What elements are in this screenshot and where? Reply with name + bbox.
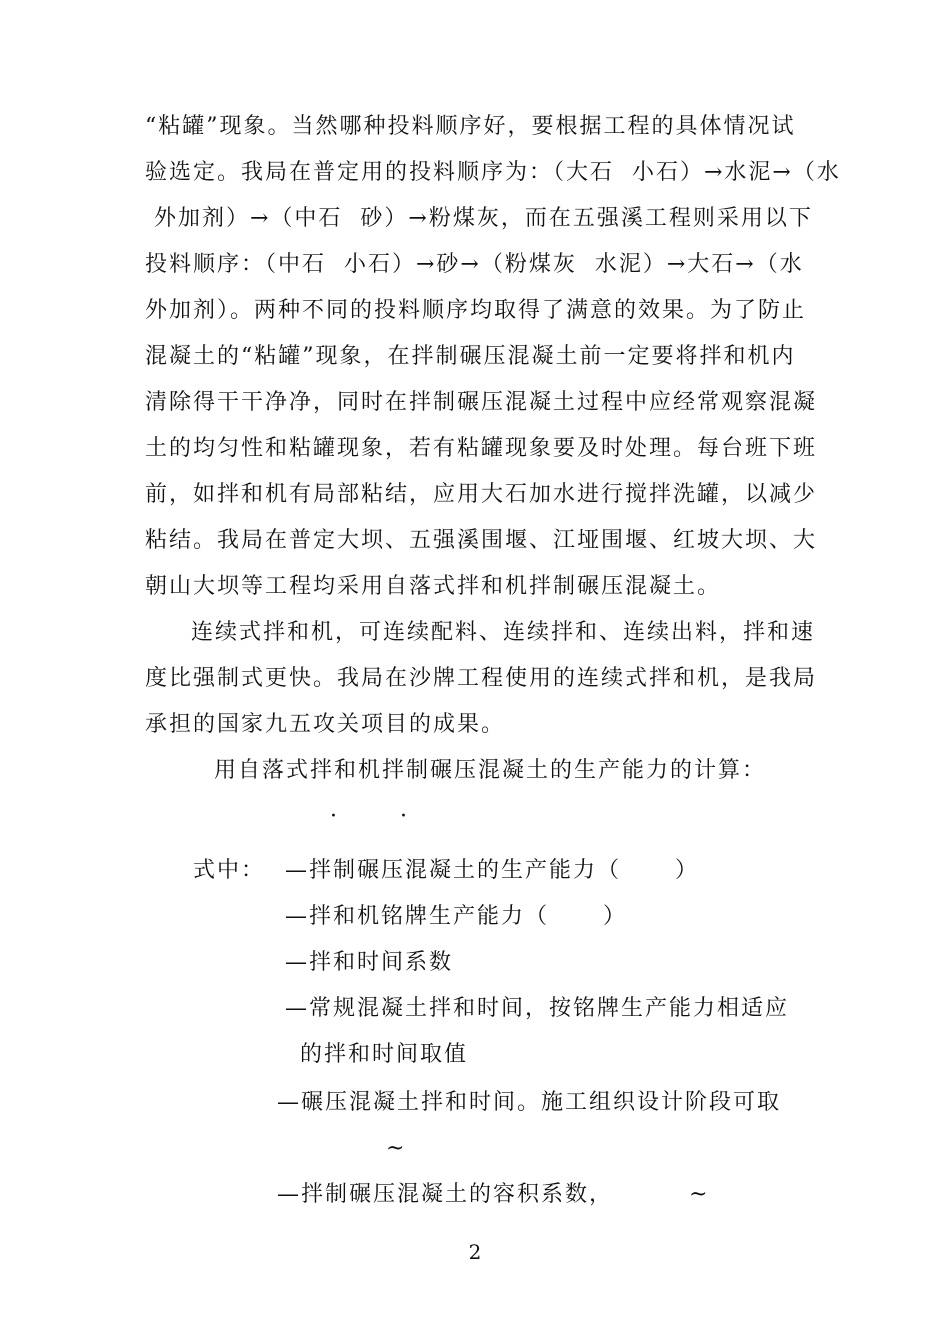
page-number: 2: [468, 1240, 482, 1264]
paragraph-line: 朝山大坝等工程均采用自落式拌和机拌制碾压混凝土。: [145, 574, 722, 599]
range-tilde: ~: [689, 1182, 710, 1207]
paragraph-line: 外加剂）→（中石 砂）→粉煤灰，而在五强溪工程则采用以下: [145, 206, 813, 231]
definition-item: —常规混凝土拌和时间，按铭牌生产能力相适应: [285, 996, 790, 1021]
range-tilde: ~: [386, 1136, 407, 1161]
paragraph-line: 混凝土的“粘罐”现象，在拌制碾压混凝土前一定要将拌和机内: [145, 344, 796, 369]
paragraph-line: “粘罐”现象。当然哪种投料顺序好，要根据工程的具体情况试: [145, 114, 796, 139]
definition-item: —拌制碾压混凝土的生产能力（ ）: [285, 858, 699, 883]
paragraph-line: 前，如拌和机有局部粘结，应用大石加水进行搅拌洗罐，以减少: [145, 482, 818, 507]
paragraph-line: 承担的国家九五攻关项目的成果。: [145, 712, 506, 737]
definition-item: —碾压混凝土拌和时间。施工组织设计阶段可取: [277, 1090, 782, 1115]
paragraph-line: 清除得干干净净，同时在拌制碾压混凝土过程中应经常观察混凝: [145, 390, 818, 415]
definition-continuation: 的拌和时间取值: [300, 1042, 469, 1067]
formula-intro: 用自落式拌和机拌制碾压混凝土的生产能力的计算：: [214, 758, 767, 783]
paragraph-line: 土的均匀性和粘罐现象，若有粘罐现象要及时处理。每台班下班: [145, 436, 818, 461]
definition-item: —拌和机铭牌生产能力（ ）: [285, 904, 627, 929]
paragraph-line: 外加剂）。两种不同的投料顺序均取得了满意的效果。为了防止: [145, 298, 807, 323]
paragraph-line: 粘结。我局在普定大坝、五强溪围堰、江垭围堰、红坡大坝、大: [145, 528, 818, 553]
definition-item: —拌制碾压混凝土的容积系数，: [277, 1182, 614, 1207]
definition-item: —拌和时间系数: [285, 950, 454, 975]
paragraph-line: 验选定。我局在普定用的投料顺序为：（大石 小石）→水泥→（水: [145, 160, 841, 185]
paragraph-line: 连续式拌和机，可连续配料、连续拌和、连续出料，拌和速: [191, 620, 816, 645]
paragraph-line: 度比强制式更快。我局在沙牌工程使用的连续式拌和机，是我局: [145, 666, 818, 691]
paragraph-line: 投料顺序：（中石 小石）→砂→（粉煤灰 水泥）→大石→（水: [145, 252, 804, 277]
where-label: 式中：: [193, 858, 266, 883]
formula-placeholder: · ·: [330, 804, 435, 829]
